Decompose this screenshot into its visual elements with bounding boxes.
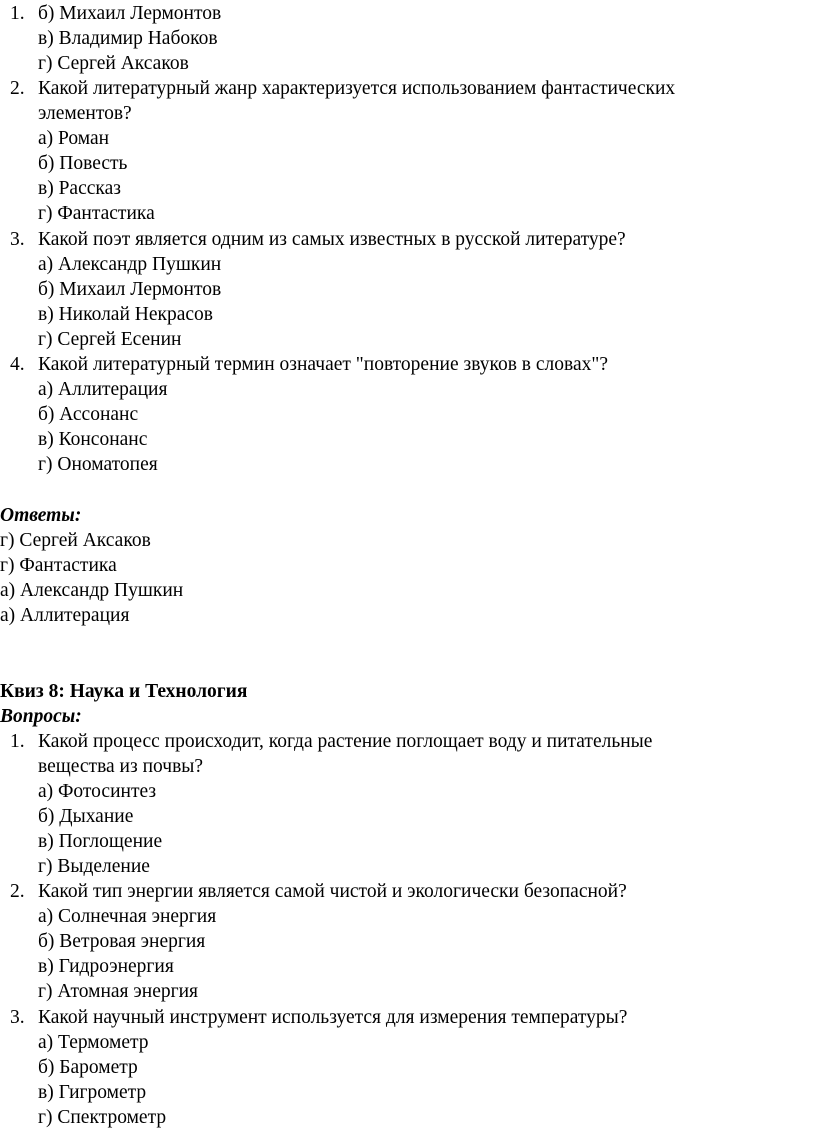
answer-option: а) Солнечная энергия (38, 906, 217, 927)
question-number: 3. (10, 229, 25, 250)
answer-option: г) Фантастика (38, 203, 155, 224)
answer-option: в) Поглощение (38, 831, 163, 852)
question-text: вещества из почвы? (38, 756, 204, 777)
answer-option: а) Фотосинтез (38, 781, 157, 802)
question-text: Какой поэт является одним из самых известных в русской литературе? (38, 229, 626, 250)
answer-option: в) Владимир Набоков (38, 28, 218, 49)
questions-heading: Вопросы: (0, 706, 82, 727)
answer-option: б) Дыхание (38, 806, 134, 827)
answer-option: б) Михаил Лермонтов (38, 279, 222, 300)
question-text: Какой тип энергии является самой чистой и экологически безопасной? (38, 881, 627, 902)
question-text: элементов? (38, 103, 132, 124)
question-number: 3. (10, 1007, 25, 1028)
answer-option: б) Барометр (38, 1057, 138, 1078)
question-text: Какой научный инструмент используется для измерения температуры? (38, 1007, 628, 1028)
answer-item: г) Фантастика (0, 555, 117, 576)
answer-option: в) Гидроэнергия (38, 956, 174, 977)
question-text: Какой литературный термин означает "повторение звуков в словах"? (38, 354, 608, 375)
question-number: 2. (10, 881, 25, 902)
answer-option: г) Ономатопея (38, 454, 158, 475)
answer-option: а) Александр Пушкин (38, 254, 222, 275)
answer-option: г) Выделение (38, 856, 150, 877)
answer-option: а) Термометр (38, 1032, 149, 1053)
answer-option: б) Ассонанс (38, 404, 139, 425)
question-text: Какой литературный жанр характеризуется использованием фантастических (38, 78, 676, 99)
answer-option: в) Гигрометр (38, 1082, 147, 1103)
question-text: Какой процесс происходит, когда растение поглощает воду и питательные (38, 731, 653, 752)
quiz-title: Квиз 8: Наука и Технология (0, 681, 248, 702)
answer-option: в) Рассказ (38, 178, 121, 199)
answer-item: а) Александр Пушкин (0, 580, 184, 601)
answer-option: г) Сергей Аксаков (38, 53, 189, 74)
question-number: 1. (10, 731, 25, 752)
answer-option: в) Консонанс (38, 429, 148, 450)
answer-item: г) Сергей Аксаков (0, 530, 151, 551)
answer-option: г) Спектрометр (38, 1107, 167, 1128)
answer-option: б) Повесть (38, 153, 128, 174)
answer-option: а) Роман (38, 128, 110, 149)
answer-option: а) Аллитерация (38, 379, 168, 400)
question-number: 2. (10, 78, 25, 99)
answer-option: г) Атомная энергия (38, 981, 199, 1002)
answer-item: а) Аллитерация (0, 605, 130, 626)
question-number: 4. (10, 354, 25, 375)
question-number: 1. (10, 3, 25, 24)
answer-option: г) Сергей Есенин (38, 329, 182, 350)
answers-heading: Ответы: (0, 505, 82, 526)
answer-option: б) Михаил Лермонтов (38, 3, 222, 24)
answer-option: б) Ветровая энергия (38, 931, 206, 952)
answer-option: в) Николай Некрасов (38, 304, 213, 325)
